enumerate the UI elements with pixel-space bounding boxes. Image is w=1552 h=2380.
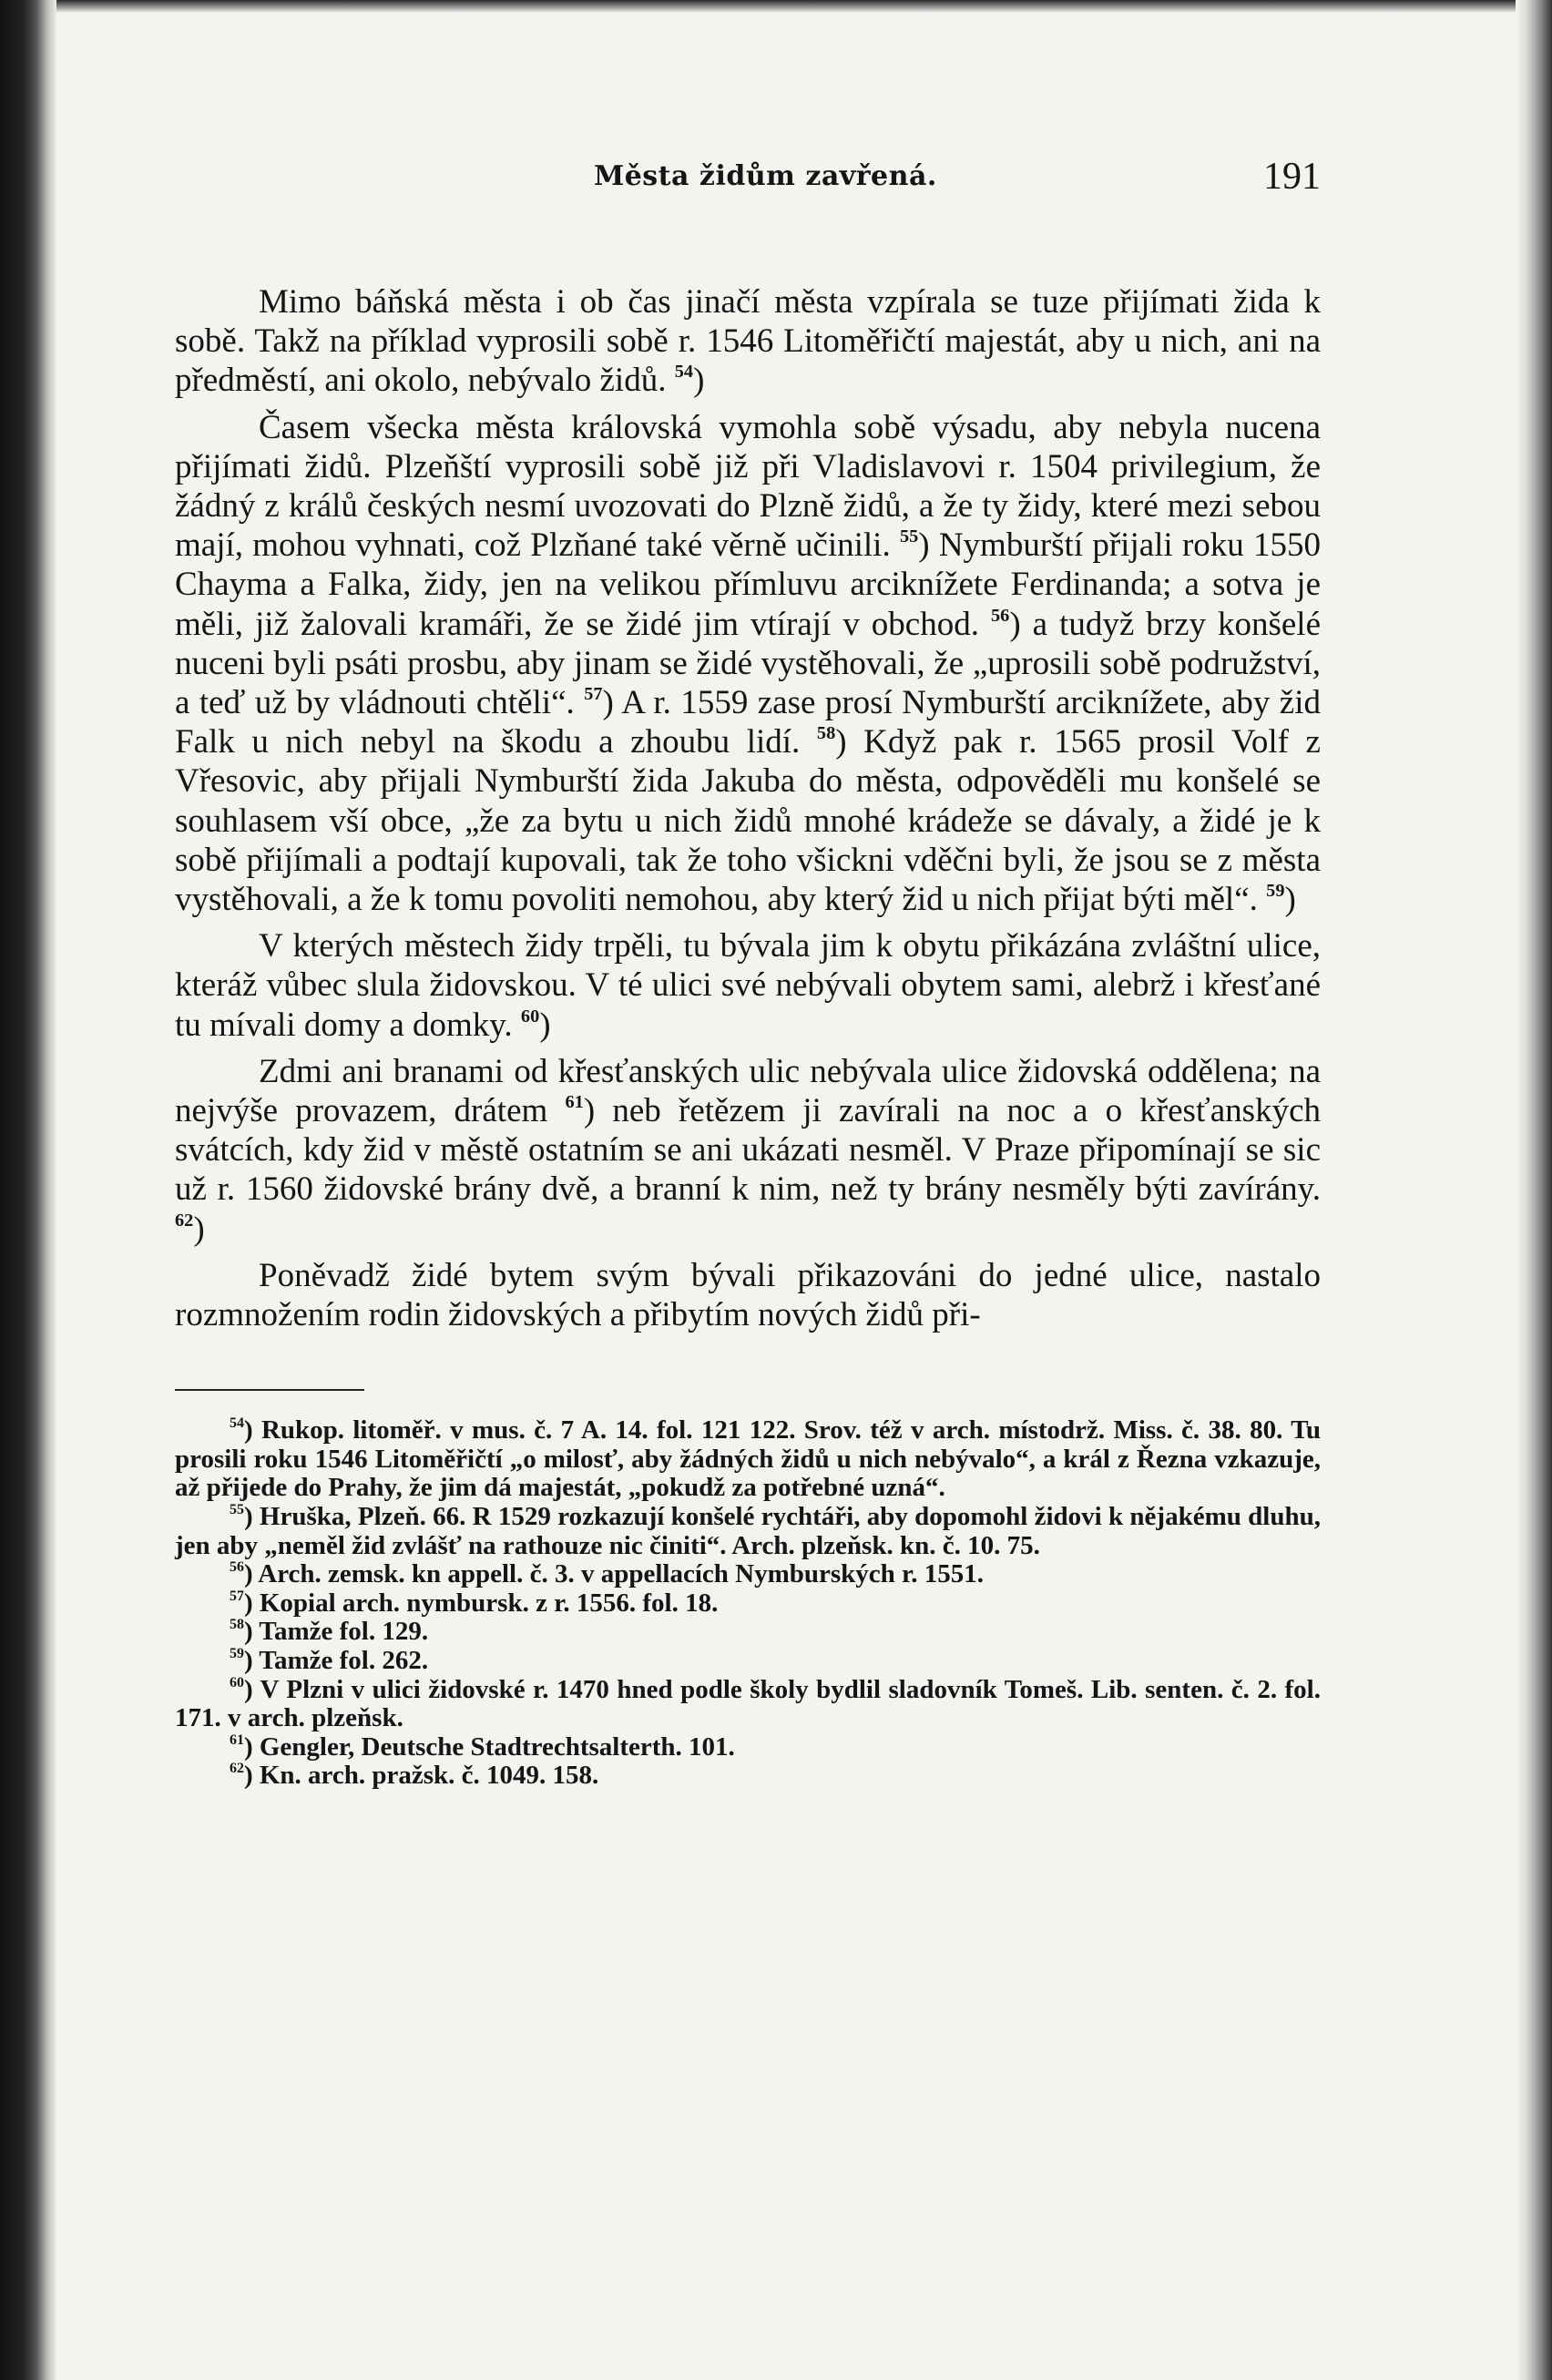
footnote-number: 58 (230, 1617, 244, 1633)
body-text (175, 282, 1321, 1334)
footnote-reference: 59 (1266, 880, 1285, 901)
footnote-text: ) Kn. arch. pražsk. č. 1049. 158. (243, 1761, 599, 1791)
footnote-text: ) Tamže fol. 129. (243, 1617, 429, 1647)
paragraph-text: ) (193, 1210, 205, 1248)
paragraph-text: ) Když pak r. 1565 prosil Volf z Vřesovic, aby přijali Nymburští žida Jakuba do města, odpověděli mu konšelé se souhlasem vší obce, „že za bytu u nich židů mnohé krádeže se dávaly, a židé je k sobě přijímali a podtají kupovali, tak že toho všickni vděčni byli, že jsou se z města vystěhovali, a že k tomu povoliti nemohou, aby který žid u nich přijat býti měl“. (175, 723, 1321, 919)
paragraph (175, 282, 1321, 401)
footnote-text: ) Gengler, Deutsche Stadtrechtsalterth. 101. (243, 1731, 735, 1762)
footnote (175, 1762, 1321, 1791)
footnote (175, 1560, 1321, 1589)
book-binding-edge (0, 0, 56, 2380)
footnote-number: 61 (230, 1731, 244, 1748)
paragraph-text: ) A r. 1559 zase prosí Nymburští arciknížete, aby žid Falk u nich nebyl na škodu a zhoubu lidí. (175, 684, 1321, 761)
page-header (175, 155, 1321, 209)
footnote (175, 1647, 1321, 1676)
footnote (175, 1589, 1321, 1619)
footnote-number: 60 (230, 1674, 244, 1691)
footnote-number: 62 (230, 1761, 244, 1777)
footnote-number: 56 (230, 1559, 244, 1576)
paragraph-text: Časem všecka města královská vymohla sobě výsadu, aby nebyla nucena přijímati židů. Plzeňští vyprosili sobě již při Vladislavovi r. 1504 privilegium, že žádný z králů českých nesmí uvozovati do Plzně židů, a že ty židy, které mezi sebou mají, mohou vyhnati, což Plzňané také věrně učinili. (175, 408, 1321, 565)
paragraph (175, 1052, 1321, 1249)
footnote-reference: 57 (584, 683, 603, 704)
paragraph (175, 926, 1321, 1045)
footnote-reference: 62 (175, 1210, 194, 1231)
paragraph-text: Poněvadž židé bytem svým bývali přikazováni do jedné ulice, nastalo rozmnožením rodin židovských a přibytím nových židů při- (175, 1256, 1321, 1334)
running-title: Města židům zavřená. (594, 160, 937, 192)
paragraph-text: ) (693, 362, 705, 400)
footnote-reference: 55 (899, 526, 919, 546)
paragraph-text: ) (539, 1006, 551, 1044)
paragraph-text: ) neb řetězem ji zavírali na noc a o křesťanských svátcích, kdy žid v městě ostatním se ani ukázati nesměl. V Praze připomínají se sic už r. 1560 židovské brány dvě, a branní k nim, než ty brány nesměly býti zavírány. (175, 1092, 1321, 1209)
scan-top-edge (0, 0, 1552, 13)
footnote-text: ) Hruška, Plzeň. 66. R 1529 rozkazují konšelé rychtáři, aby dopomohl židovi k nějakému dluhu, jen aby „neměl žid zvlášť na rathouze nic činiti“. Arch. plzeňsk. kn. č. 10. 75. (175, 1502, 1321, 1560)
footnote (175, 1676, 1321, 1733)
footnote-text: ) V Plzni v ulici židovské r. 1470 hned podle školy bydlil sladovník Tomeš. Lib. senten. č. 2. fol. 171. v arch. plzeňsk. (175, 1674, 1321, 1733)
footnote (175, 1503, 1321, 1560)
paragraph (175, 408, 1321, 920)
page-number: 191 (1263, 156, 1321, 198)
page-content (175, 155, 1321, 1791)
footnote-reference: 56 (990, 605, 1010, 626)
footnote-text: ) Kopial arch. nymbursk. z r. 1556. fol. 18. (243, 1588, 719, 1618)
paragraph-text: Zdmi ani branami od křesťanských ulic nebývala ulice židovská oddělena; na nejvýše provazem, drátem (175, 1052, 1321, 1130)
footnote-reference: 61 (565, 1091, 584, 1112)
footnote (175, 1416, 1321, 1503)
footnote-reference: 58 (816, 722, 836, 743)
footnote-text: ) Arch. zemsk. kn appell. č. 3. v appellacích Nymburských r. 1551. (243, 1559, 984, 1589)
footnote-text: ) Rukop. litoměř. v mus. č. 7 A. 14. fol. 121 122. Srov. též v arch. místodrž. Miss. č. 38. 80. Tu prosili roku 1546 Litoměřičtí „o milosť, aby žádných židů u nich nebývalo“, a král z Řezna vzkazuje, až přijede do Prahy, že jim dá majestát, „pokudž za potřebné uzná“. (175, 1415, 1321, 1503)
footnote (175, 1733, 1321, 1762)
paragraph-text: ) a tudyž brzy konšelé nuceni byli psáti prosbu, aby jinam se židé vystěhovali, že „uprosili sobě podružství, a teď už by vládnouti chtěli“. (175, 605, 1322, 722)
footnotes (175, 1416, 1321, 1791)
paragraph-text: Mimo báňská města i ob čas jinačí města vzpírala se tuze přijímati žida k sobě. Takž na příklad vyprosili sobě r. 1546 Litoměřičtí majestát, aby u nich, ani na předměstí, ani okolo, nebývalo židů. (175, 283, 1321, 400)
paragraph-text: ) Nymburští přijali roku 1550 Chayma a Falka, židy, jen na velikou přímluvu arciknížete Ferdinanda; a sotva je měli, již žalovali kramáři, že se židé jim vtírají v obchod. (175, 526, 1321, 643)
footnote-number: 59 (230, 1646, 244, 1662)
paragraph-text: ) (1284, 881, 1296, 919)
footnote-number: 57 (230, 1588, 244, 1604)
footnote-number: 54 (230, 1415, 244, 1432)
scan-right-edge (1516, 0, 1552, 2380)
footnote-number: 55 (230, 1502, 244, 1518)
paragraph-text: V kterých městech židy trpěli, tu bývala jim k obytu přikázána zvláštní ulice, kteráž vůbec slula židovskou. V té ulici své nebývali obytem sami, alebrž i křesťané tu mívali domy a domky. (175, 927, 1321, 1044)
footnote-separator (175, 1389, 364, 1391)
footnote-reference: 60 (520, 1006, 540, 1027)
footnote-text: ) Tamže fol. 262. (243, 1646, 429, 1676)
footnote-reference: 54 (674, 362, 694, 383)
paragraph (175, 1256, 1321, 1334)
footnote (175, 1618, 1321, 1647)
